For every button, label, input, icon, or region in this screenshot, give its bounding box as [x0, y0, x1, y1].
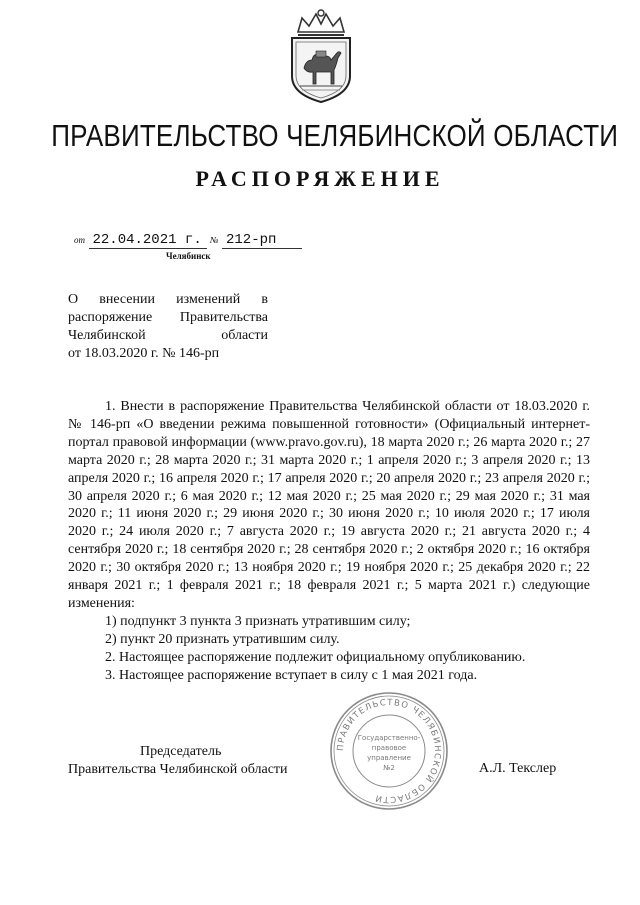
- paragraph-1: 1. Внести в распоряжение Правительства Челябинской области от 18.03.2020 г. № 146-рп «О введении режима повышенной готовности» (Официальный интернет-портал правовой информации (www.pravo.gov.ru), 18 марта 2020 г.; 26 марта 2020 г.; 27 марта 2020 г.; 28 марта 2020 г.; 31 марта 2020 г.; 1 апреля 2020 г.; 3 апреля 2020 г.; 13 апреля 2020 г.; 16 апреля 2020 г.; 17 апреля 2020 г.; 20 апреля 2020 г.; 23 апреля 2020 г.; 30 апреля 2020 г.; 6 мая 2020 г.; 12 мая 2020 г.; 25 мая 2020 г.; 29 мая 2020 г.; 31 мая 2020 г.; 11 июня 2020 г.; 29 июня 2020 г.; 30 июня 2020 г.; 10 июля 2020 г.; 17 июля 2020 г.; 24 июля 2020 г.; 7 августа 2020 г.; 19 августа 2020 г.; 21 августа 2020 г.; 4 сентября 2020 г.; 18 сентября 2020 г.; 28 сентября 2020 г.; 2 октября 2020 г.; 16 октября 2020 г.; 30 октября 2020 г.; 13 ноября 2020 г.; 19 ноября 2020 г.; 25 декабря 2020 г.; 22 января 2021 г.; 1 февраля 2021 г.; 18 февраля 2021 г.; 5 марта 2021 г.) следующие изменения:: [68, 399, 590, 611]
- signer-name: А.Л. Текслер: [479, 761, 557, 776]
- from-label: от: [74, 235, 85, 245]
- subparagraph-2: 2) пункт 20 признать утратившим силу.: [105, 631, 340, 647]
- stamp-center-text: Государственно-: [357, 734, 421, 742]
- paragraph-3: 3. Настоящее распоряжение вступает в силу с 1 мая 2021 года.: [105, 667, 478, 683]
- subject-line: О внесении изменений в: [68, 292, 268, 307]
- subject-line: Челябинской области: [68, 328, 268, 343]
- document-body: [68, 398, 590, 685]
- stamp-ring-text: ПРАВИТЕЛЬСТВО ЧЕЛЯБИНСКОЙ ОБЛАСТИ: [335, 697, 443, 805]
- registration-date: 22.04.2021 г.: [89, 232, 207, 249]
- signer-position-line: Председатель: [140, 744, 222, 759]
- document-subject: [68, 291, 268, 363]
- official-stamp: [328, 690, 450, 812]
- registration-number: 212-рп: [222, 232, 302, 249]
- subparagraph-1: 1) подпункт 3 пункта 3 признать утратившим силу;: [105, 613, 411, 629]
- registration-line: [74, 232, 302, 249]
- stamp-center-text: управление: [367, 754, 411, 762]
- number-label: №: [210, 235, 219, 245]
- document-type-title: РАСПОРЯЖЕНИЕ: [195, 166, 445, 191]
- coat-of-arms-camel-icon: [276, 6, 366, 106]
- paragraph-2: 2. Настоящее распоряжение подлежит официальному опубликованию.: [105, 649, 526, 665]
- subject-line: распоряжение Правительства: [68, 310, 268, 325]
- signer-position: [68, 743, 288, 779]
- stamp-center-text: №2: [383, 764, 395, 772]
- subject-line: от 18.03.2020 г. № 146-рп: [68, 346, 220, 361]
- city-label: Челябинск: [166, 251, 211, 261]
- signer-position-line: Правительства Челябинской области: [68, 762, 288, 777]
- government-title: ПРАВИТЕЛЬСТВО ЧЕЛЯБИНСКОЙ ОБЛАСТИ: [51, 118, 619, 153]
- stamp-center-text: правовое: [371, 744, 407, 752]
